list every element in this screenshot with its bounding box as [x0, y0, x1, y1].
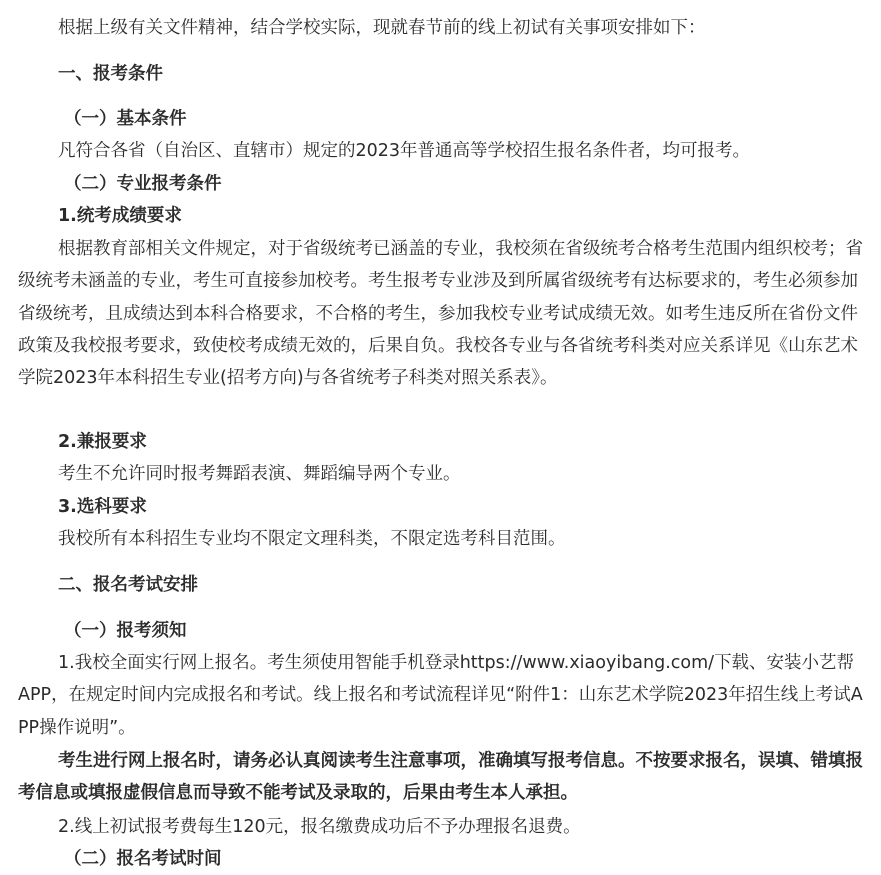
section1-sub2-heading: （二）专业报考条件	[64, 174, 222, 194]
registration-text-b: 下载、安装小艺帮APP，在规定时间内完成报名和考试。线上报名和考试流程详见“附件1：山东艺术学院2023年招生线上考试APP操作说明”。	[18, 653, 863, 738]
item1-text: 根据教育部相关文件规定，对于省级统考已涵盖的专业，我校须在省级统考合格考生范围内组织校考；省级统考未涵盖的专业，考生可直接参加校考。考生报考专业涉及到所属省级统考有达标要求的，考生必须参加省级统考，且成绩达到本科合格要求，不合格的考生，参加我校专业考试成绩无效。如考生违反所在省份文件政策及我校报考要求，致使校考成绩无效的，后果自负。我校各专业与各省统考科类对应关系详见《山东艺术学院2023年本科招生专业(招考方向)与各省统考子科类对照关系表》。	[18, 239, 863, 389]
section1-sub1-text: 凡符合各省（自治区、直辖市）规定的2023年普通高等学校招生报名条件者，均可报考。	[58, 141, 751, 161]
xiaoyibang-link[interactable]: https://www.xiaoyibang.com/	[459, 653, 715, 673]
item3-text: 我校所有本科招生专业均不限定文理科类，不限定选考科目范围。	[58, 529, 566, 549]
item1-heading: 1.统考成绩要求	[58, 206, 182, 226]
registration-paragraph	[18, 647, 866, 744]
fee-paragraph: 2.线上初试报考费每生120元，报名缴费成功后不予办理报名退费。	[58, 817, 581, 837]
item3-heading: 3.选科要求	[58, 497, 147, 517]
registration-text-a: 1.我校全面实行网上报名。考生须使用智能手机登录	[58, 653, 460, 673]
registration-notice: 考生进行网上报名时，请务必认真阅读考生注意事项，准确填写报考信息。不按要求报名，误填、错填报考信息或填报虚假信息而导致不能考试及录取的，后果由考生本人承担。	[18, 751, 863, 804]
section2-heading: 二、报名考试安排	[58, 575, 198, 595]
item2-text: 考生不允许同时报考舞蹈表演、舞蹈编导两个专业。	[58, 464, 461, 484]
section2-sub2-heading: （二）报名考试时间	[64, 849, 222, 869]
section2-sub1-heading: （一）报考须知	[64, 621, 187, 641]
item2-heading: 2.兼报要求	[58, 432, 147, 452]
section1-heading: 一、报考条件	[58, 64, 163, 84]
intro-paragraph: 根据上级有关文件精神，结合学校实际，现就春节前的线上初试有关事项安排如下：	[58, 18, 706, 38]
section1-sub1-heading: （一）基本条件	[64, 109, 187, 129]
